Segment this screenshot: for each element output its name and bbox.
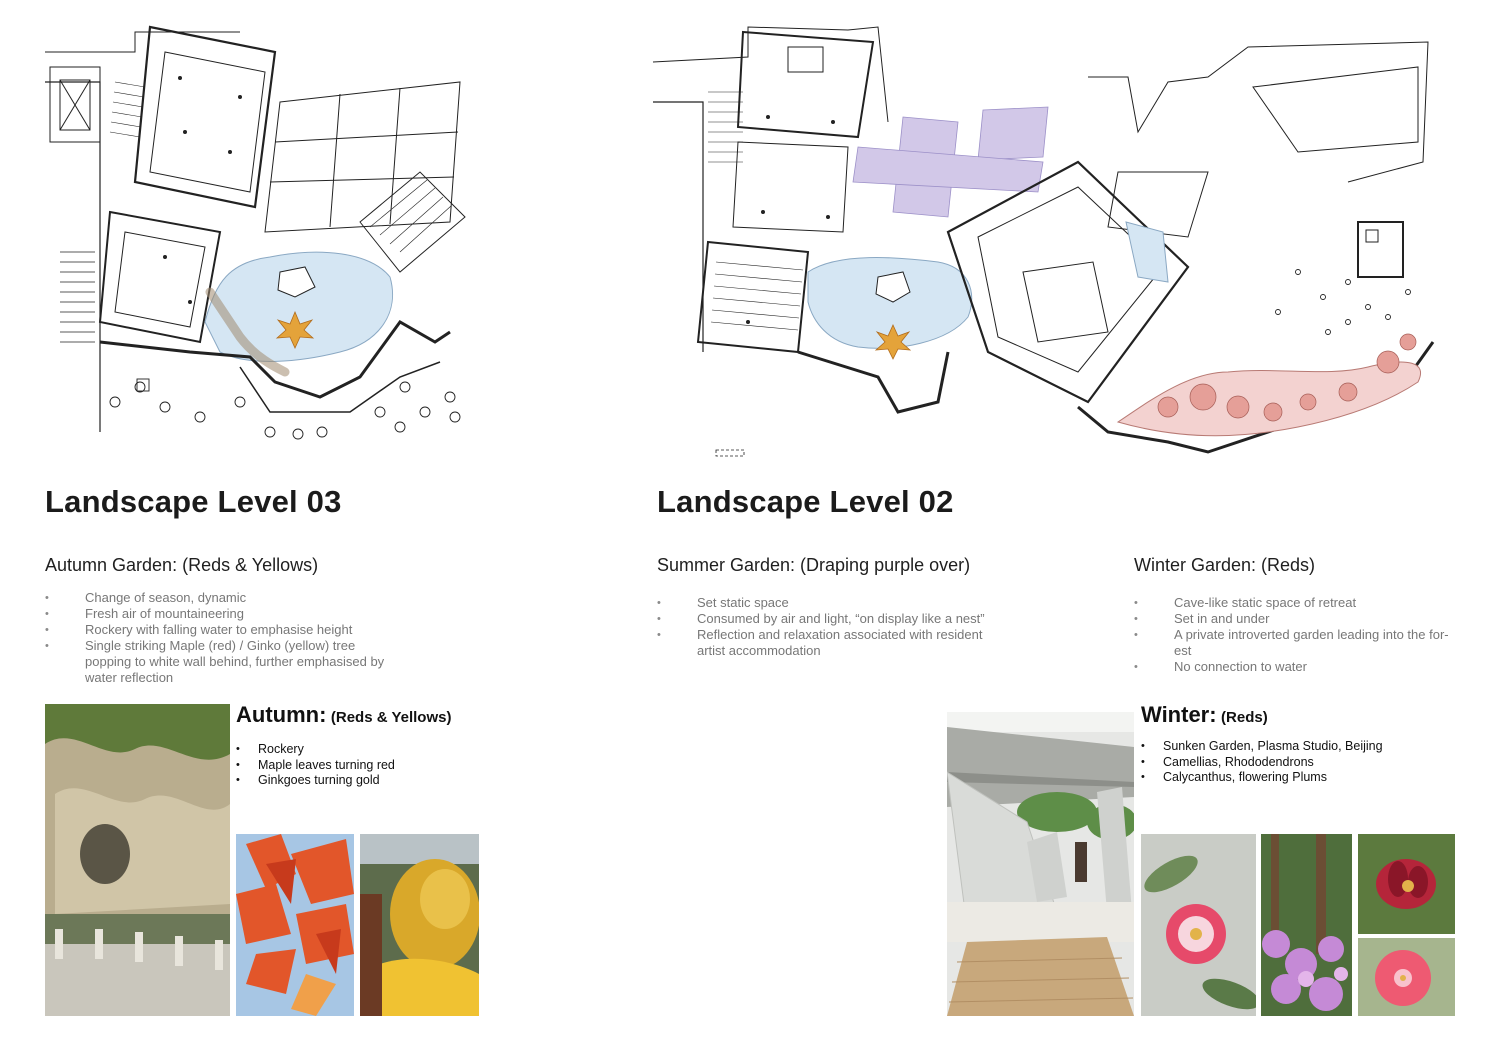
list-item: • Single striking Maple (red) / Ginko (yellow) tree popping to white wall behind, further emphasised by water reflection [45,638,390,686]
winter-title-main: Winter: [1141,702,1217,727]
page-title-level-02: Landscape Level 02 [657,484,954,519]
list-item: • Rockery [236,742,476,758]
plan-drawing-level-02 [648,22,1438,462]
winter-season-bullets [1141,739,1441,786]
winter-garden-bullets [1134,595,1459,675]
autumn-title-sub: (Reds & Yellows) [330,709,452,726]
ginkgo-tree-photo [360,834,479,1016]
winter-garden-heading: Winter Garden: (Reds) [1134,555,1316,575]
list-item: • Camellias, Rhododendrons [1141,755,1441,771]
autumn-garden-bullets [45,590,390,686]
autumn-garden-heading: Autumn Garden: (Reds & Yellows) [45,555,319,575]
autumn-title-main: Autumn: [236,702,327,727]
list-item: • Fresh air of mountaineering [45,606,390,622]
plan-drawing-level-03 [40,22,470,452]
summer-garden-heading: Summer Garden: (Draping purple over) [657,555,971,575]
camellia-photo [1141,834,1256,1016]
list-item: • No connection to water [1134,659,1459,675]
list-item: • Ginkgoes turning gold [236,773,476,789]
summer-garden-bullets [657,595,1007,659]
list-item: • A private introverted garden leading into the for-est [1134,627,1459,659]
list-item: • Change of season, dynamic [45,590,390,606]
winter-title-sub: (Reds) [1221,709,1268,726]
list-item: • Cave-like static space of retreat [1134,595,1459,611]
autumn-season-bullets [236,742,476,789]
winter-season-title [1141,702,1268,728]
list-item: • Maple leaves turning red [236,758,476,774]
list-item: • Consumed by air and light, “on display like a nest” [657,611,1007,627]
plum-blossom-photo [1358,938,1455,1016]
sunken-garden-photo [947,712,1134,1016]
list-item: • Sunken Garden, Plasma Studio, Beijing [1141,739,1441,755]
rockery-photo [45,704,230,1016]
list-item: • Set in and under [1134,611,1459,627]
autumn-season-title [236,702,451,728]
maple-leaves-photo [236,834,354,1016]
list-item: • Reflection and relaxation associated with resident artist accommodation [657,627,1007,659]
list-item: • Calycanthus, flowering Plums [1141,770,1441,786]
page-title-level-03: Landscape Level 03 [45,484,342,519]
list-item: • Set static space [657,595,1007,611]
list-item: • Rockery with falling water to emphasise height [45,622,390,638]
calycanthus-photo [1358,834,1455,934]
rhododendron-photo [1261,834,1352,1016]
